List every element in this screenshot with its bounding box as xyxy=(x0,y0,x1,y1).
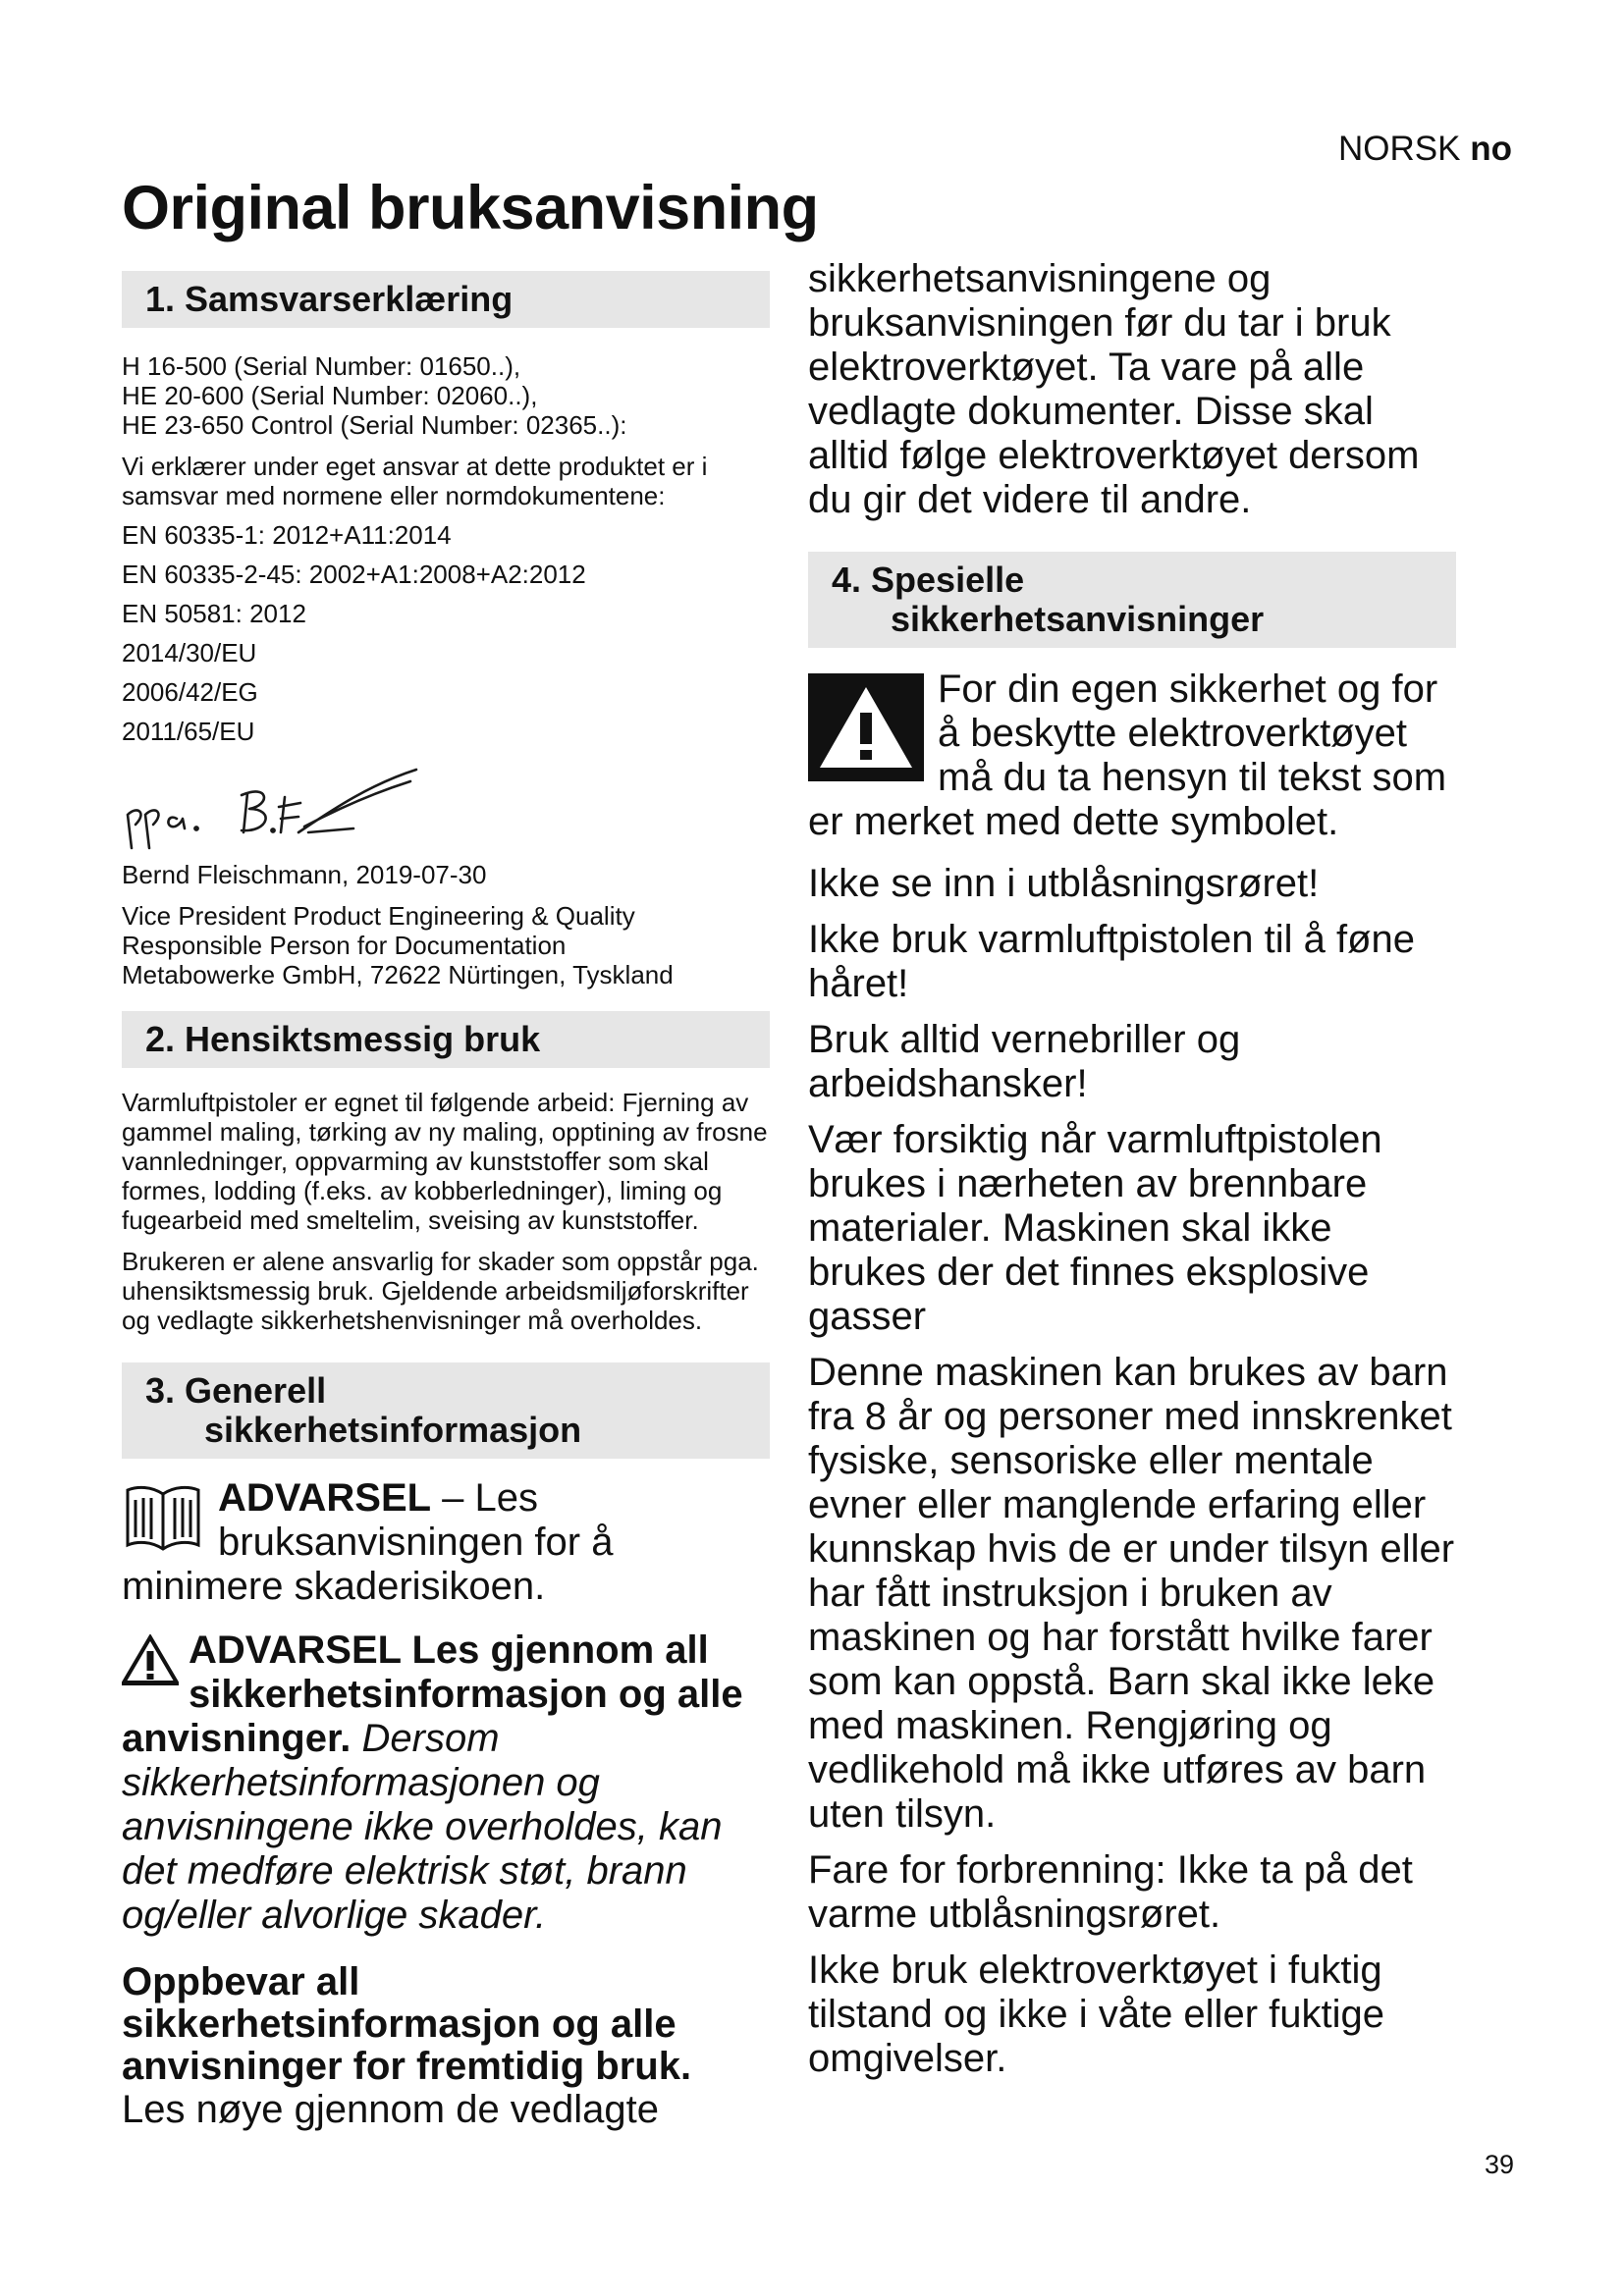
standard-item: 2011/65/EU xyxy=(122,717,255,746)
signer-name: Bernd Fleischmann, 2019-07-30 xyxy=(122,860,487,889)
signer-role: Responsible Person for Documentation xyxy=(122,931,567,960)
section-2-heading: 2. Hensiktsmessig bruk xyxy=(122,1011,770,1068)
standard-item: EN 50581: 2012 xyxy=(122,599,306,628)
left-column xyxy=(122,271,770,2144)
warning-read-manual xyxy=(122,1476,770,1609)
safety-item: Fare for forbrenning: Ikke ta på det varme utblåsningsrøret. xyxy=(808,1848,1413,1936)
safety-item: Ikke bruk varmluftpistolen til å føne håret! xyxy=(808,918,1416,1005)
page-title: Original bruksanvisning xyxy=(122,174,819,242)
warning-2-text-bold: ADVARSEL Les gjennom all sikkerhetsinformasjon og alle anvisninger. xyxy=(122,1629,743,1760)
section-3-heading xyxy=(122,1362,770,1459)
safety-item: Bruk alltid vernebriller og arbeidshansker! xyxy=(808,1018,1241,1105)
section-4-heading-line-2: sikkerhetsanvisninger xyxy=(891,599,1265,639)
section-1-heading: 1. Samsvarserklæring xyxy=(122,271,770,328)
keep-instructions-bold: Oppbevar all sikkerhetsinformasjon og alle anvisninger for fremtidig bruk. xyxy=(122,1960,692,2088)
warning-triangle-icon xyxy=(808,673,924,781)
page-number: 39 xyxy=(1484,2150,1514,2179)
standard-item: 2006/42/EG xyxy=(122,677,258,707)
symbol-note-text: For din egen sikkerhet og for å beskytte elektroverktøyet må du ta hensyn til tekst som er merket med dette symbolet. xyxy=(808,667,1447,843)
safety-item: Ikke bruk elektroverktøyet i fuktig tilstand og ikke i våte eller fuktige omgivelser. xyxy=(808,1949,1384,2080)
warning-1-text: – Les bruksanvisningen for å minimere skaderisikoen. xyxy=(122,1476,614,1608)
section-3-heading-line-2: sikkerhetsinformasjon xyxy=(204,1410,582,1450)
liability-text: Brukeren er alene ansvarlig for skader som oppstår pga. uhensiktsmessig bruk. Gjeldende arbeidsmiljøforskrifter og vedlagte sikkerhetshenvisninger må overholdes. xyxy=(122,1247,759,1335)
safety-item: Vær forsiktig når varmluftpistolen brukes i nærheten av brennbare materialer. Maskinen skal ikke brukes der det finnes eksplosive gasser xyxy=(808,1118,1382,1338)
model-line: HE 20-600 (Serial Number: 02060..), xyxy=(122,381,538,410)
safety-item: Ikke se inn i utblåsningsrøret! xyxy=(808,862,1320,905)
language-name: NORSK xyxy=(1338,130,1461,168)
safety-item: Denne maskinen kan brukes av barn fra 8 år og personer med innskrenket fysiske, sensoriske eller mentale evner eller manglende erfaring eller kunnskap hvis de er under tilsyn eller har fått instruksjon i bruken av maskinen og har forstått hvilke farer som kan oppstå. Barn skal ikke leke med maskinen. Rengjøring og vedlikehold må ikke utføres av barn uten tilsyn. xyxy=(808,1351,1455,1836)
warning-1-keyword: ADVARSEL xyxy=(218,1476,432,1520)
model-line: H 16-500 (Serial Number: 01650..), xyxy=(122,351,521,381)
model-line: HE 23-650 Control (Serial Number: 02365..): xyxy=(122,410,627,440)
standard-item: EN 60335-1: 2012+A11:2014 xyxy=(122,520,452,550)
continuation-text: sikkerhetsanvisningene og bruksanvisningen før du tar i bruk elektroverktøyet. Ta vare på alle vedlagte dokumenter. Disse skal alltid følge elektroverktøyet dersom du gir det videre til andre. xyxy=(808,257,1420,521)
company-address: Metabowerke GmbH, 72622 Nürtingen, Tyskland xyxy=(122,960,674,989)
warning-safety-instructions xyxy=(122,1629,770,1938)
symbol-note xyxy=(808,667,1456,844)
standard-item: EN 60335-2-45: 2002+A1:2008+A2:2012 xyxy=(122,560,586,589)
section-4-heading xyxy=(808,552,1456,648)
language-code: no xyxy=(1470,130,1512,168)
language-label xyxy=(1331,130,1512,169)
warning-triangle-icon xyxy=(122,1634,179,1685)
signer-role: Vice President Product Engineering & Quality xyxy=(122,901,635,931)
declaration-text: Vi erklærer under eget ansvar at dette produktet er i samsvar med normene eller normdokumentene: xyxy=(122,452,708,510)
keep-instructions-text: Les nøye gjennom de vedlagte xyxy=(122,2088,660,2131)
right-column xyxy=(808,257,1456,2093)
intended-use-text: Varmluftpistoler er egnet til følgende arbeid: Fjerning av gammel maling, tørking av ny maling, opptining av frosne vannledninger, oppvarming av kunststoffer som skal formes, lodding (f.eks. av kobberledninger), liming og fugearbeid med smeltelim, sveising av kunststoffer. xyxy=(122,1088,768,1235)
section-3-heading-line-1: 3. Generell xyxy=(145,1370,327,1411)
section-4-heading-line-1: 4. Spesielle xyxy=(832,560,1025,600)
signature-image xyxy=(122,764,456,854)
standard-item: 2014/30/EU xyxy=(122,638,257,667)
book-icon xyxy=(122,1480,204,1555)
warning-2-text-italic: Dersom sikkerhetsinformasjonen og anvisningene ikke overholdes, kan det medføre elektrisk støt, brann og/eller alvorlige skader. xyxy=(122,1717,723,1937)
